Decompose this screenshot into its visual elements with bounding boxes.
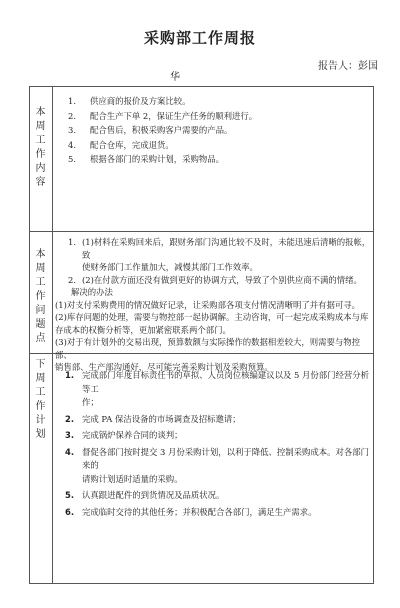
solution-line: (1)对支付采购费用的情况做好记录，让采购部各项支付情况清晰明了并有据可寻。 — [55, 299, 360, 310]
section-label-this-week-work: 本 周 工 作 内 容 — [35, 107, 46, 188]
row-divider-1 — [29, 231, 374, 232]
this-week-issues-list — [55, 236, 371, 374]
list-item: 3. 配合售后，积极采购客户需要的产品。 — [68, 125, 233, 135]
list-item: 1. 完成部门年度目标责任书的草拟、人员岗位核编建议以及 5 月份部门经营分析等工 作； — [65, 370, 370, 407]
label-column-divider — [52, 86, 53, 584]
document-title: 采购部工作周报 — [143, 29, 256, 47]
list-item: 4. 配合仓库，完成退货。 — [68, 139, 174, 150]
reporter-name-wrap: 华 — [170, 72, 180, 83]
list-item: 3. 完成锅炉保养合同的谈判； — [65, 430, 183, 440]
solution-line: 销售部、生产部沟通好，尽可能完善采购计划及采购预算。 — [55, 362, 273, 372]
solutions-heading: 解决的办法 — [71, 287, 113, 297]
next-week-plan-list — [55, 369, 371, 522]
reporter-label: 报告人：彭国 — [318, 61, 378, 72]
list-item: 6. 完成临时交待的其他任务；并积极配合各部门，满足生产需求。 — [65, 506, 317, 517]
list-item: 2. 完成 PA 保洁设备的市场调查及招标邀请； — [65, 413, 241, 424]
solution-line: (3)对于有计划外的交易出现，预算数额与实际操作的数据相差较大，则需要与物控部、 — [55, 337, 360, 360]
list-item: 4. 督促各部门按时提交 3 月份采购计划，以利于降低、控制采购成本。对各部门来的 请购计划适时适量的采购。 — [65, 446, 370, 484]
list-item: 5. 认真跟进配件的到货情况及品质状况。 — [65, 490, 225, 500]
solution-line: 存成本的权衡分析等，更加紧密联系两个部门。 — [55, 324, 231, 335]
solution-line: (2)库存问题的处理，需要与物控部一起协调解。主动咨询，可一起完成采购成本与库 — [55, 312, 369, 322]
this-week-work-list — [68, 94, 368, 167]
list-item: 2. 配合生产下单 2，保证生产任务的顺利进行。 — [68, 110, 258, 121]
section-label-this-week-issues: 本 周 工 作 问 题 点 — [35, 249, 46, 344]
section-label-next-week-plan: 下 周 工 作 计 划 — [35, 359, 46, 440]
list-item: 2. (2)在付款方面还没有做到更好的协调方式，导致了个别供应商不满的情绪。 — [68, 274, 362, 285]
list-item: 5. 根据各部门的采购计划，采购物品。 — [68, 154, 224, 164]
list-item: 1. (1)材料在采购回来后，跟财务部门沟通比较不及时，未能迅速后清晰的报帐，致 使财务部门工作量加大，减慢其部门工作效率。 — [68, 237, 371, 272]
list-item: 1. 供应商的报价及方案比较。 — [68, 96, 191, 106]
